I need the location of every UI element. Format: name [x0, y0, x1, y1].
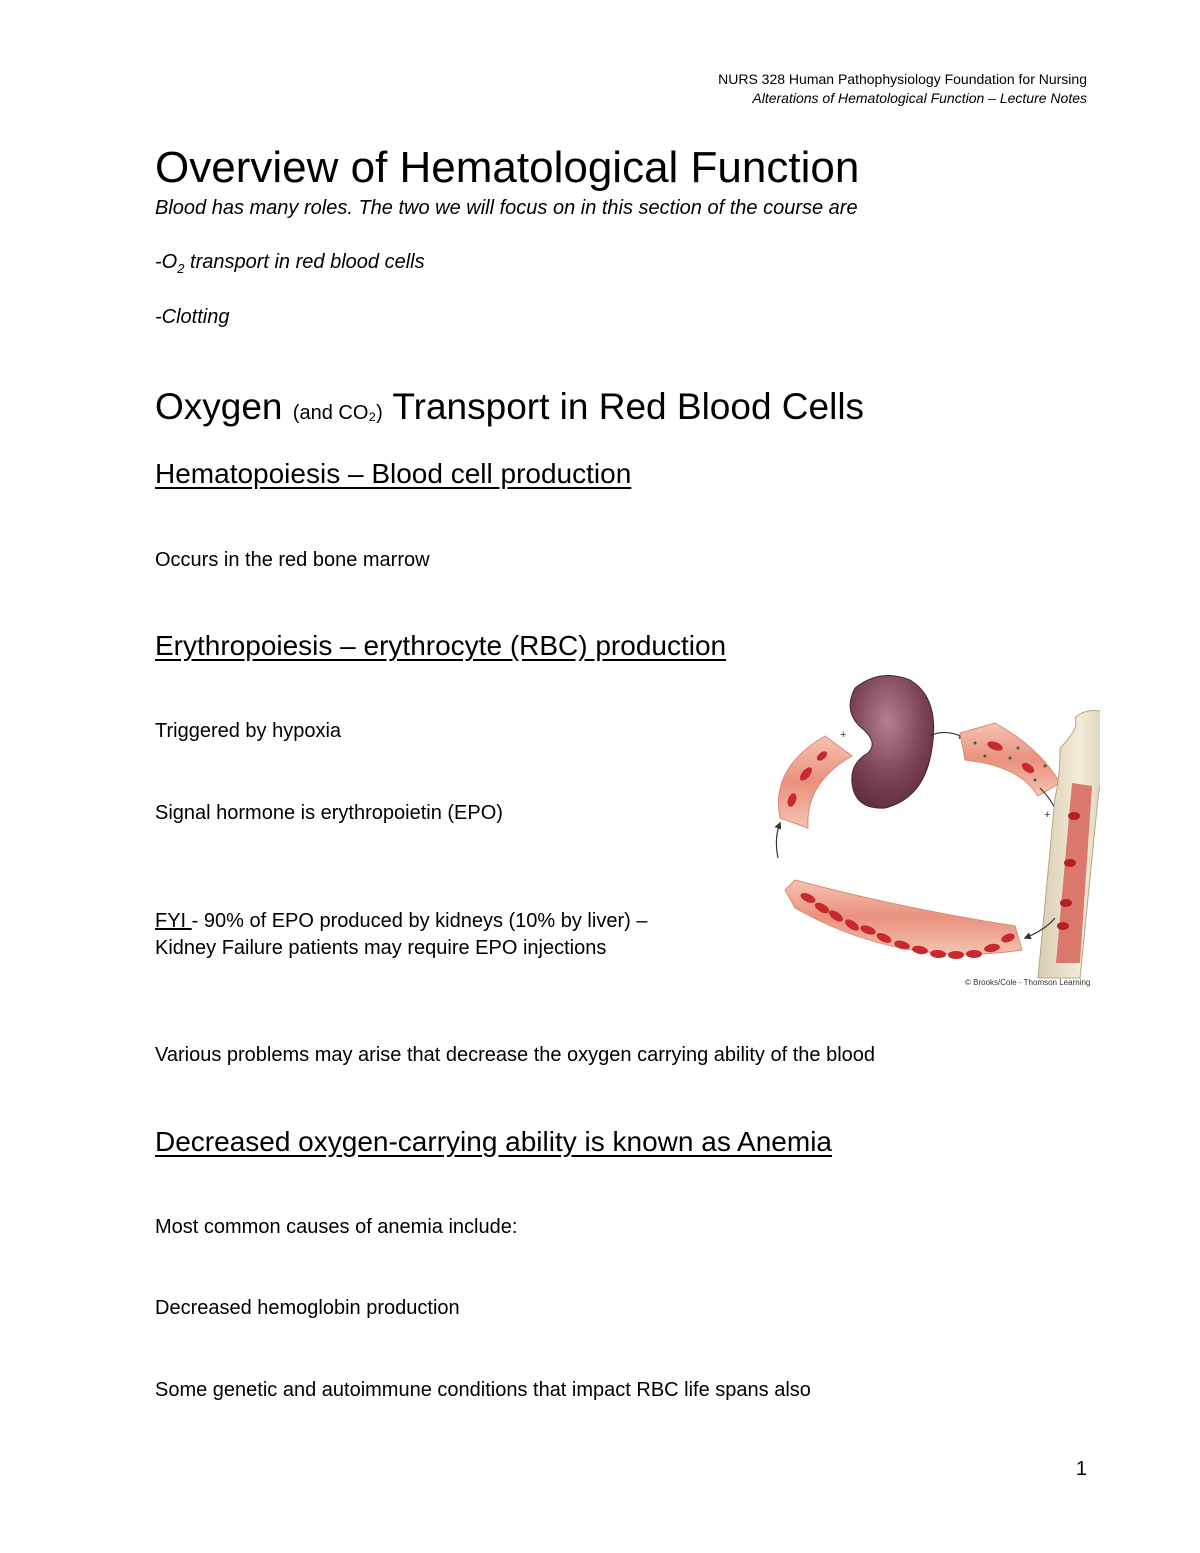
overview-bullet-clotting: -Clotting [155, 306, 230, 328]
anemia-cause-genetic: Some genetic and autoimmune conditions that impact RBC life spans also [155, 1379, 811, 1401]
anemia-causes-intro: Most common causes of anemia include: [155, 1216, 518, 1238]
header-subtitle: Alterations of Hematological Function – Lecture Notes [752, 90, 1087, 106]
epo-molecule [1034, 779, 1037, 782]
erythropoiesis-signal: Signal hormone is erythropoietin (EPO) [155, 802, 503, 824]
hematopoiesis-heading: Hematopoiesis – Blood cell production [155, 458, 632, 489]
kidney [850, 676, 934, 809]
fyi-line-1 [155, 910, 647, 933]
erythropoiesis-heading: Erythropoiesis – erythrocyte (RBC) production [155, 630, 727, 661]
bullet-o2-subscript: 2 [177, 261, 185, 276]
page-number: 1 [1075, 1458, 1087, 1480]
problems-text: Various problems may arise that decrease the oxygen carrying ability of the blood [155, 1044, 876, 1066]
epo-molecule [1009, 757, 1012, 760]
anemia-heading: Decreased oxygen-carrying ability is known as Anemia [155, 1126, 832, 1157]
rbc [948, 951, 964, 959]
fyi-label: FYI [155, 910, 192, 932]
header-course: NURS 328 Human Pathophysiology Foundation for Nursing [718, 71, 1087, 87]
bullet-o2-prefix: -O [155, 251, 178, 273]
oxygen-title-end: Transport in Red Blood Cells [382, 386, 865, 427]
rbc [966, 950, 982, 958]
rbc [1057, 922, 1069, 930]
flow-arrow-left [776, 823, 780, 858]
oxygen-title-start: Oxygen [155, 386, 293, 427]
epo-molecule [1017, 747, 1020, 750]
rbc [1060, 899, 1072, 907]
oxygen-section-title [155, 386, 864, 428]
erythropoiesis-trigger: Triggered by hypoxia [155, 720, 342, 742]
epo-molecule [984, 755, 987, 758]
fyi-line-2: Kidney Failure patients may require EPO injections [155, 937, 607, 959]
epo-molecule [974, 742, 977, 745]
anemia-cause-hemoglobin: Decreased hemoglobin production [155, 1297, 460, 1319]
epo-feedback-figure [760, 668, 1100, 993]
plus-sign-bone: + [1044, 809, 1051, 821]
fyi-text: - 90% of EPO produced by kidneys (10% by liver) – [191, 910, 648, 932]
rbc [1064, 859, 1076, 867]
overview-intro: Blood has many roles. The two we will focus on in this section of the course are [155, 197, 858, 219]
overview-bullet-o2 [155, 251, 425, 276]
oxygen-title-small: (and CO₂) [292, 402, 383, 424]
rbc [1068, 812, 1080, 820]
left-vessel [778, 736, 852, 828]
epo-molecule [1044, 765, 1047, 768]
hematopoiesis-text: Occurs in the red bone marrow [155, 549, 430, 571]
plus-sign-kidney: + [840, 729, 847, 741]
bullet-o2-rest: transport in red blood cells [184, 251, 425, 273]
figure-credit: © Brooks/Cole - Thomson Learning [965, 978, 1091, 987]
overview-title: Overview of Hematological Function [155, 143, 860, 192]
